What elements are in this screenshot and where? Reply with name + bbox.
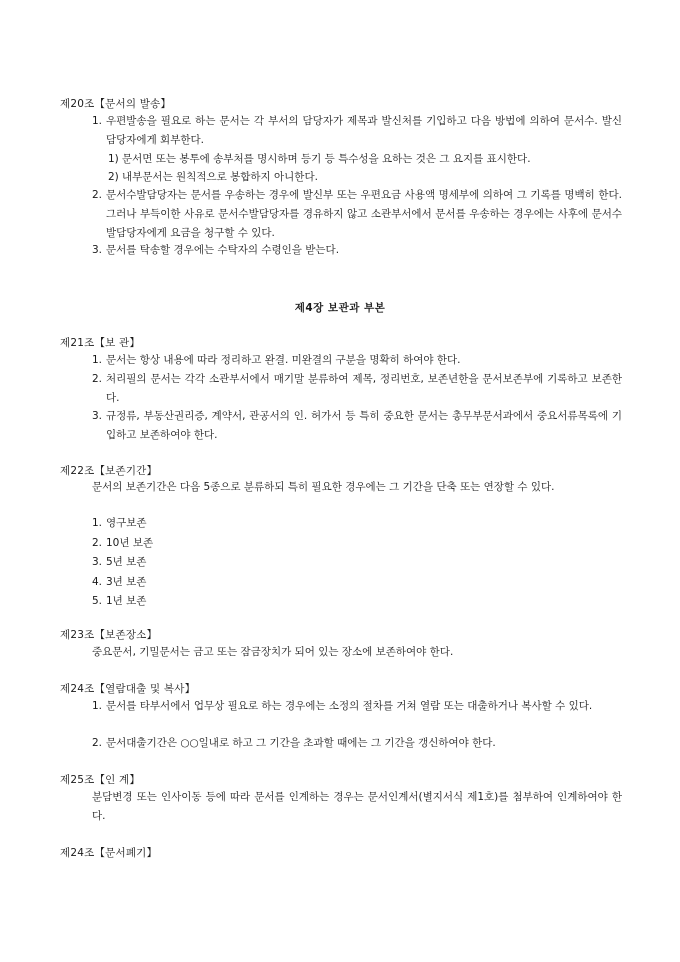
- item-number: 2.: [92, 373, 103, 385]
- list-number: 4.: [92, 575, 103, 588]
- item-number: 1.: [92, 115, 103, 127]
- list-item: [92, 553, 392, 573]
- item-text: 문서대출기간은 ○○일내로 하고 그 기간을 초과할 때에는 그 기간을 갱신하여야 한다.: [106, 737, 496, 749]
- item-text: 문서수발담당자는 문서를 우송하는 경우에 발신부 또는 우편요금 사용액 명세부에 의하여 그 기록를 명백히 한다. 그러나 부득이한 사유로 문서수발담당자를 경유하지 않고 소관부서에서 문서를 우송하는 경우에는 사후에 문서수발담당자에게 요금을 청구할 수 있다.: [106, 189, 622, 239]
- article-20-subitem-1: [108, 150, 618, 169]
- chapter-4-title: 제4장 보관과 부본: [294, 302, 386, 314]
- subitem-text: 문서면 또는 봉투에 송부처를 명시하며 등기 등 특수성을 요하는 것은 그 요지를 표시한다.: [122, 153, 531, 165]
- article-21-item-1: [92, 351, 622, 370]
- list-text: 10년 보존: [106, 536, 154, 549]
- retention-period-list: [92, 514, 392, 612]
- article-20-item-3: [92, 241, 622, 260]
- article-21-item-3: [92, 407, 622, 445]
- item-number: 1.: [92, 354, 103, 366]
- list-item: [92, 592, 392, 612]
- item-number: 1.: [92, 700, 103, 712]
- subitem-number: 1): [108, 153, 119, 165]
- item-number: 2.: [92, 189, 103, 201]
- item-text: 처리필의 문서는 각각 소관부서에서 매기말 분류하여 제목, 정리번호, 보존년한을 문서보존부에 기록하고 보존한다.: [106, 373, 622, 404]
- item-text: 우편발송을 필요로 하는 문서는 각 부서의 담당자가 제목과 발신처를 기입하고 다음 방법에 의하여 문서수. 발신담당자에게 회부한다.: [106, 115, 622, 146]
- list-item: [92, 573, 392, 593]
- article-22-heading: 제22조【보존기간】: [60, 465, 158, 477]
- list-text: 3년 보존: [106, 575, 147, 588]
- article-25-heading: 제25조【인 계】: [60, 774, 141, 786]
- list-text: 영구보존: [106, 517, 147, 529]
- article-20-heading: 제20조【문서의 발송】: [60, 98, 172, 110]
- article-24-lending-heading: 제24조【열람대출 및 복사】: [60, 683, 196, 695]
- article-22-intro: 문서의 보존기간은 다음 5종으로 분류하되 특히 필요한 경우에는 그 기간을 단축 또는 연장할 수 있다.: [92, 481, 555, 493]
- list-text: 5년 보존: [106, 556, 147, 568]
- item-text: 문서는 항상 내용에 따라 정리하고 완결. 미완결의 구분을 명확히 하여야 한다.: [106, 354, 461, 366]
- article-24-disposal-heading: 제24조【문서폐기】: [60, 847, 158, 859]
- list-text: 1년 보존: [106, 595, 147, 607]
- list-number: 3.: [92, 556, 103, 568]
- article-24-lending-item-2: [92, 734, 622, 753]
- article-21-heading: 제21조【보 관】: [60, 337, 141, 349]
- list-item: [92, 514, 392, 534]
- article-20-item-2: [92, 186, 622, 243]
- article-20-subitem-2: [108, 168, 618, 187]
- article-23-heading: 제23조【보존장소】: [60, 629, 158, 641]
- item-number: 2.: [92, 737, 103, 749]
- article-20-item-1: [92, 112, 622, 150]
- item-text: 문서를 탁송할 경우에는 수탁자의 수령인을 받는다.: [106, 244, 340, 256]
- list-number: 2.: [92, 536, 103, 549]
- item-number: 3.: [92, 410, 103, 422]
- subitem-text: 내부문서는 원칙적으로 봉합하지 아니한다.: [122, 171, 318, 183]
- item-number: 3.: [92, 244, 103, 256]
- list-number: 5.: [92, 595, 103, 607]
- article-21-item-2: [92, 370, 622, 408]
- subitem-number: 2): [108, 171, 119, 183]
- article-24-lending-item-1: [92, 697, 622, 716]
- article-23-text: 중요문서, 기밀문서는 금고 또는 잠금장치가 되어 있는 장소에 보존하여야 한다.: [92, 646, 454, 658]
- item-text: 문서를 타부서에서 업무상 필요로 하는 경우에는 소정의 절차를 거쳐 열람 또는 대출하거나 복사할 수 있다.: [106, 700, 593, 712]
- item-text: 규정류, 부동산권리증, 계약서, 관공서의 인. 허가서 등 특히 중요한 문서는 총무부문서과에서 중요서류목록에 기입하고 보존하여야 한다.: [106, 410, 622, 441]
- list-item: [92, 534, 392, 554]
- article-25-text: 분담변경 또는 인사이동 등에 따라 문서를 인계하는 경우는 문서인계서(별지서식 제1호)를 첨부하여 인계하여야 한다.: [92, 791, 622, 822]
- list-number: 1.: [92, 517, 103, 529]
